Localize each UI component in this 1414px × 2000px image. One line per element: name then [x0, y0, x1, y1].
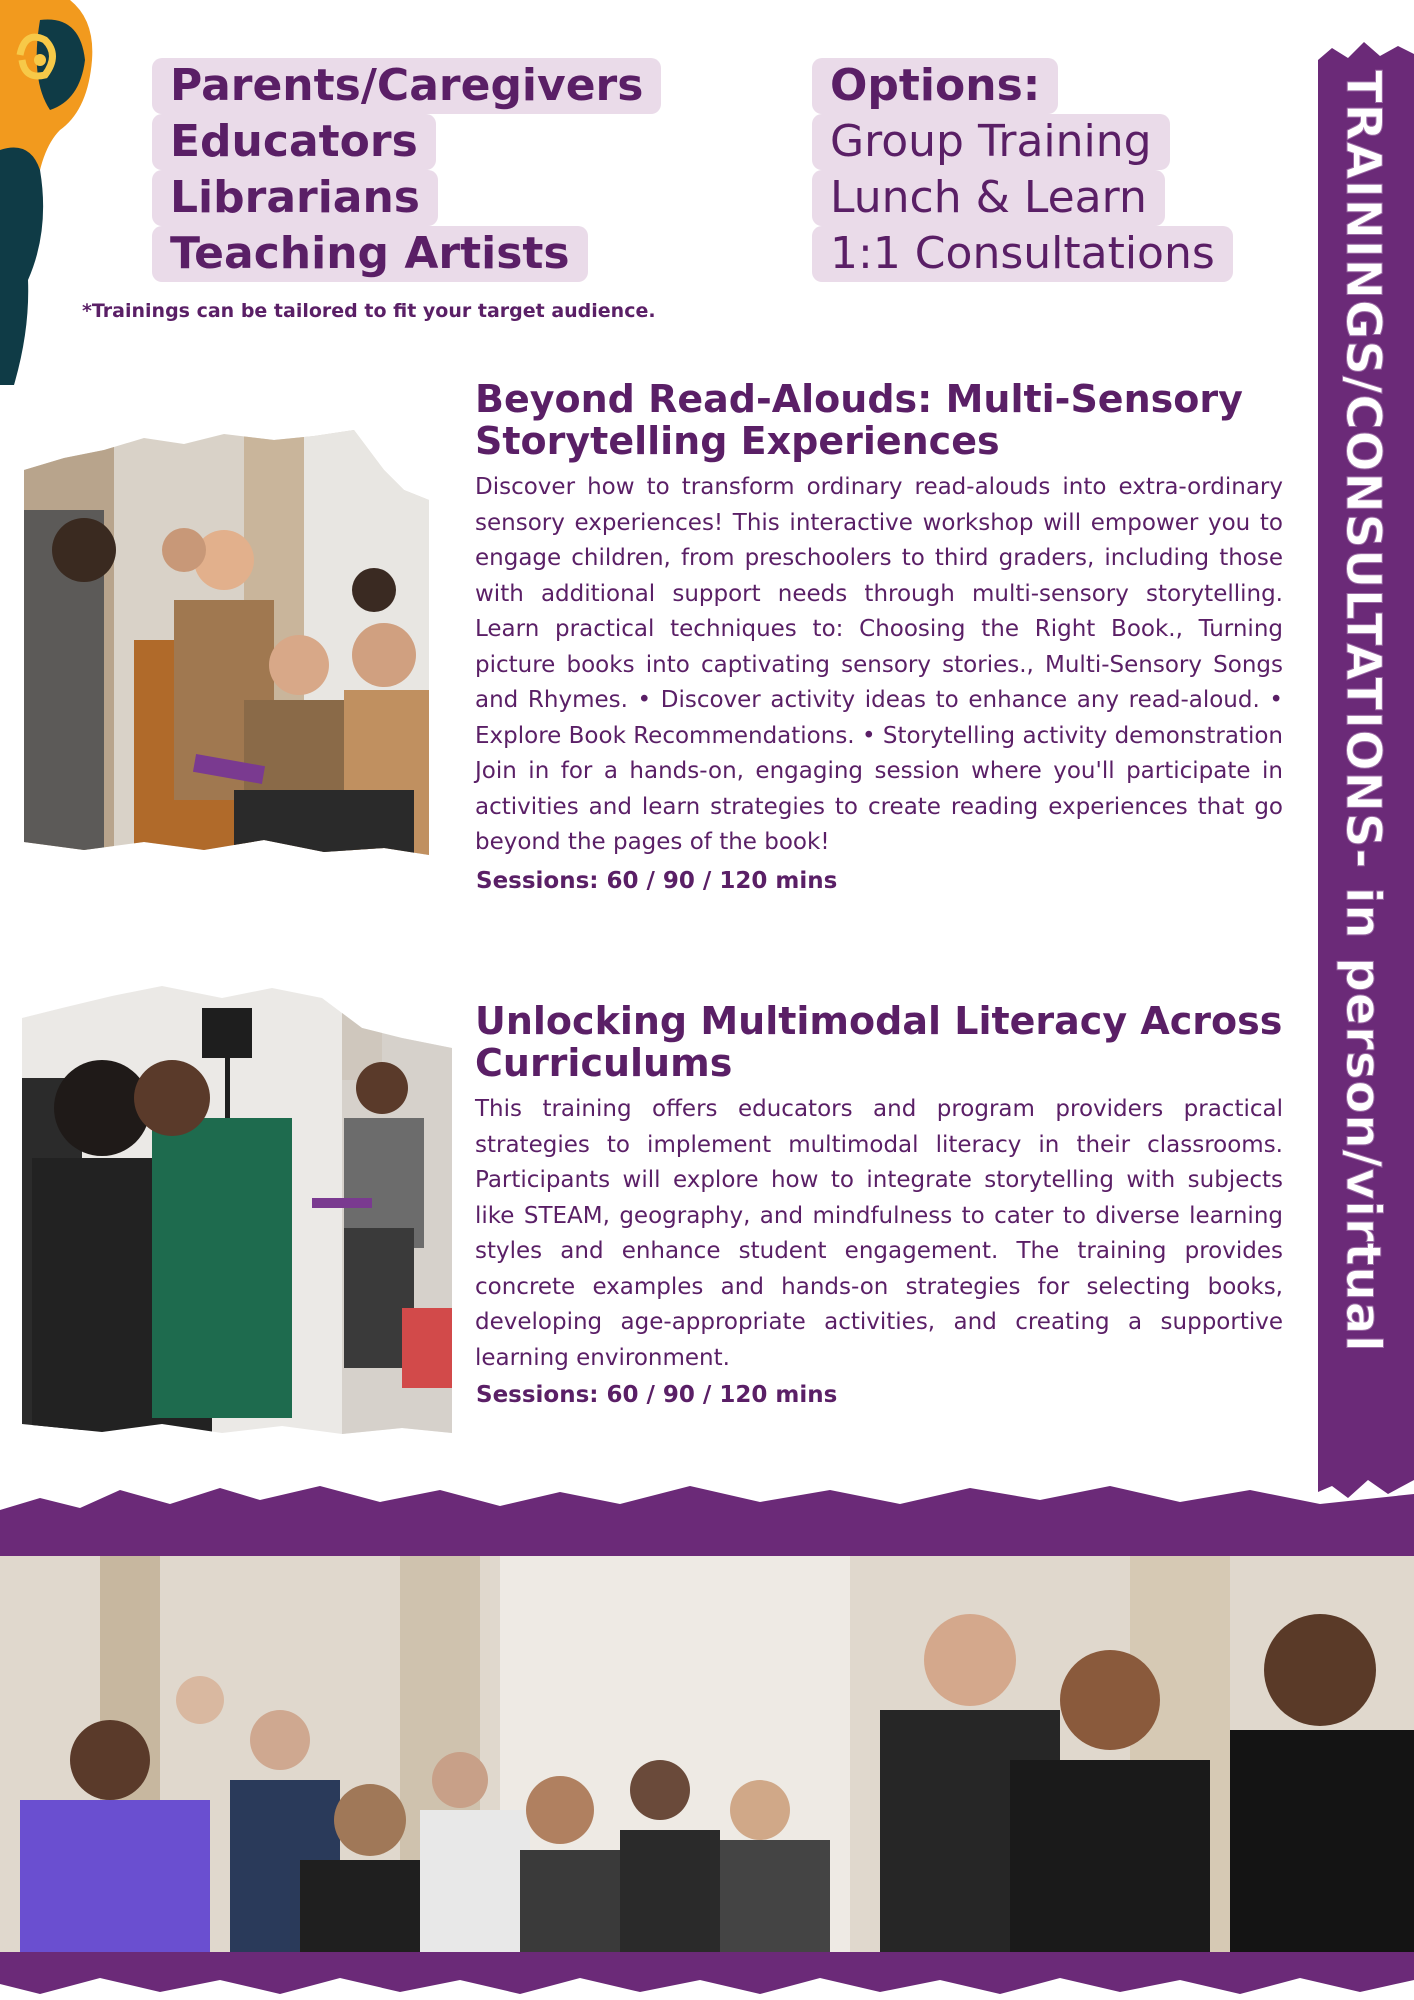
workshop-photo-multimodal	[22, 978, 452, 1438]
side-banner-text: TRAININGS/CONSULTATIONS- in person/virtual	[1335, 70, 1391, 1353]
audience-tag-teaching-artists: Teaching Artists	[152, 226, 588, 282]
workshop-2-title: Unlocking Multimodal Literacy Across Curriculums	[475, 999, 1283, 1085]
workshop-1-title: Beyond Read-Alouds: Multi-Sensory Storytelling Experiences	[475, 377, 1243, 463]
option-lunch-learn: Lunch & Learn	[812, 170, 1165, 226]
workshop-1-sessions: Sessions: 60 / 90 / 120 mins	[476, 868, 838, 894]
bottom-audience-banner	[0, 1480, 1414, 2000]
workshop-1-description: Discover how to transform ordinary read-alouds into extra-ordinary sensory experiences! This interactive workshop will empower you to engage children, from preschoolers to third graders, including those with additional support needs through multi-sensory storytelling. Learn practical techniques to: Choosing the Right Book., Turning picture books into captivating sensory stories., Multi-Sensory Songs and Rhymes. • Discover activity ideas to enhance any read-aloud. • Explore Book Recommendations. • Storytelling activity demonstration Join in for a hands-on, engaging session where you'll participate in activities and learn strategies to create reading experiences that go beyond the pages of the book!	[475, 474, 1283, 855]
audience-tag-educators: Educators	[152, 114, 436, 170]
option-group-training: Group Training	[812, 114, 1170, 170]
workshop-2-description: This training offers educators and program providers practical strategies to implement multimodal literacy in their classrooms. Participants will explore how to integrate storytelling with subjects like STEAM, geography, and mindfulness to cater to diverse learning styles and enhance student engagement. The training provides concrete examples and hands-on strategies for selecting books, developing age-appropriate activities, and creating a supportive learning environment.	[475, 1096, 1283, 1371]
option-consultations: 1:1 Consultations	[812, 226, 1233, 282]
audience-note: *Trainings can be tailored to fit your target audience.	[82, 300, 656, 322]
workshop-2-sessions: Sessions: 60 / 90 / 120 mins	[476, 1382, 838, 1408]
audience-tag-parents: Parents/Caregivers	[152, 58, 661, 114]
workshop-photo-storytelling	[24, 430, 429, 860]
options-title: Options:	[812, 58, 1058, 114]
paint-splash-decoration	[0, 0, 100, 390]
audience-tag-librarians: Librarians	[152, 170, 438, 226]
